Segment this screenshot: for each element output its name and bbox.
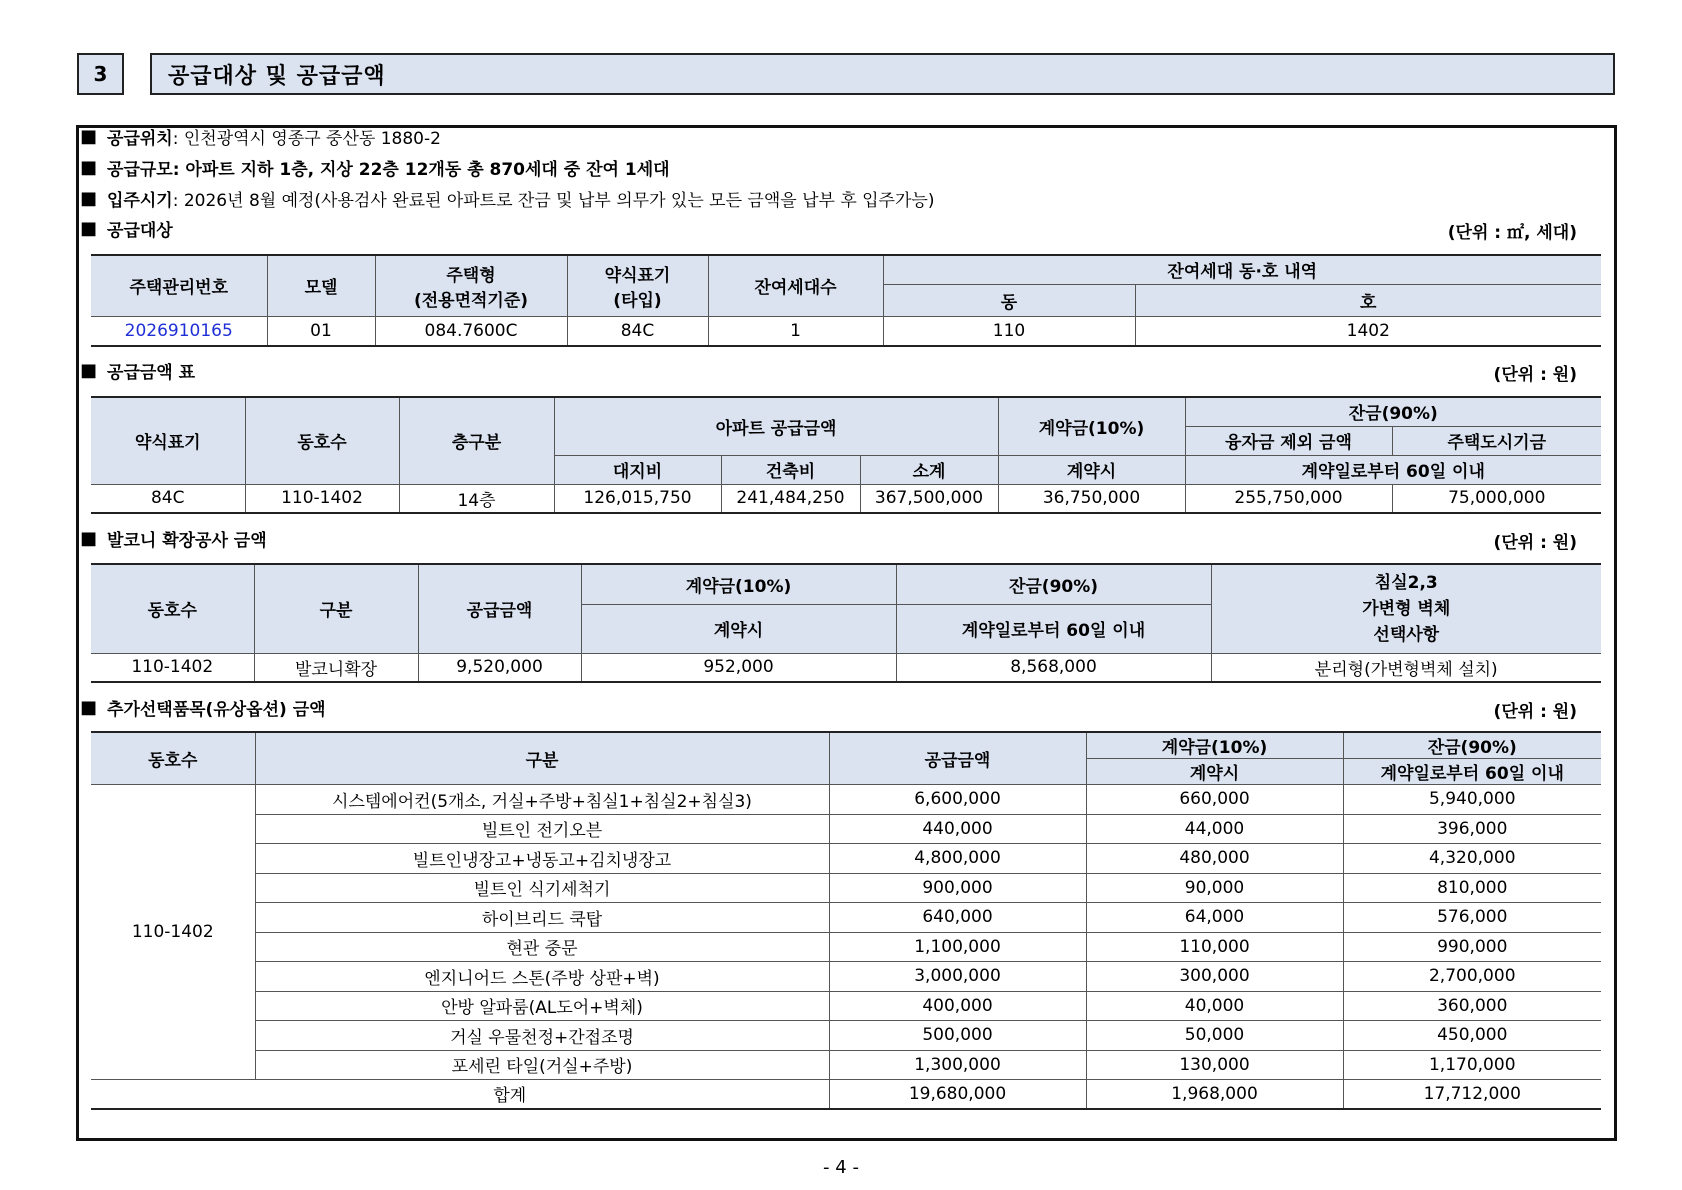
header-floor: 층구분 xyxy=(399,397,554,484)
header-subtotal: 소계 xyxy=(860,455,998,484)
cell-name: 빌트인 전기오븐 xyxy=(255,814,829,844)
header-unit-no: 동호수 xyxy=(91,732,255,785)
options-unit: (단위 : 원) xyxy=(1493,702,1577,722)
info-scale xyxy=(80,154,670,180)
header-balance-when: 계약일로부터 60일 이내 xyxy=(1185,455,1601,484)
cell-deposit: 64,000 xyxy=(1086,903,1343,933)
cell-name: 현관 중문 xyxy=(255,932,829,962)
info-location xyxy=(80,123,441,149)
cell-category: 발코니확장 xyxy=(254,653,418,682)
header-excl-loan: 융자금 제외 금액 xyxy=(1185,426,1392,455)
cell-balance: 396,000 xyxy=(1343,814,1601,844)
cell-price: 1,100,000 xyxy=(829,932,1086,962)
header-balance: 잔금(90%) xyxy=(1343,732,1601,759)
cell-subtotal: 367,500,000 xyxy=(860,484,998,513)
table-row xyxy=(91,484,1601,513)
price-heading: ■ 공급금액 표 xyxy=(80,359,196,383)
mgmt-no-link[interactable]: 2026910165 xyxy=(91,316,267,346)
cell-model: 01 xyxy=(267,316,375,346)
bullet-square-icon: ■ xyxy=(80,217,98,239)
supply-target-heading: ■ 공급대상 xyxy=(80,217,173,241)
table-row xyxy=(91,844,1601,874)
cell-name: 시스템에어컨(5개소, 거실+주방+침실1+침실2+침실3) xyxy=(255,785,829,815)
options-heading: ■ 추가선택품목(유상옵션) 금액 xyxy=(80,696,326,720)
header-apt-price: 아파트 공급금액 xyxy=(554,397,998,455)
header-land: 대지비 xyxy=(554,455,721,484)
cell-land: 126,015,750 xyxy=(554,484,721,513)
cell-building: 241,484,250 xyxy=(721,484,860,513)
cell-abbr: 84C xyxy=(91,484,245,513)
cell-balance: 8,568,000 xyxy=(896,653,1211,682)
table-row xyxy=(91,991,1601,1021)
header-type: 주택형 (전용면적기준) xyxy=(375,255,567,316)
cell-balance: 2,700,000 xyxy=(1343,962,1601,992)
header-deposit: 계약금(10%) xyxy=(998,397,1185,455)
cell-name: 하이브리드 쿡탑 xyxy=(255,903,829,933)
header-category: 구분 xyxy=(255,732,829,785)
bullet-square-icon: ■ xyxy=(80,125,98,147)
table-row xyxy=(91,1021,1601,1051)
cell-unit-no: 110-1402 xyxy=(91,785,255,1080)
cell-option: 분리형(가변형벽체 설치) xyxy=(1211,653,1601,682)
cell-balance: 5,940,000 xyxy=(1343,785,1601,815)
cell-price: 9,520,000 xyxy=(418,653,581,682)
info-label: 입주시기 xyxy=(107,190,173,211)
supply-target-unit: (단위 : ㎡, 세대) xyxy=(1447,223,1577,243)
cell-name: 거실 우물천정+간접조명 xyxy=(255,1021,829,1051)
cell-deposit: 480,000 xyxy=(1086,844,1343,874)
balcony-table xyxy=(91,563,1601,683)
info-label: 공급규모 xyxy=(107,159,173,180)
header-building: 건축비 xyxy=(721,455,860,484)
table-row xyxy=(91,1050,1601,1080)
page-number: - 4 - xyxy=(823,1157,859,1178)
table-row xyxy=(91,873,1601,903)
total-price: 19,680,000 xyxy=(829,1080,1086,1109)
cell-balance: 450,000 xyxy=(1343,1021,1601,1051)
cell-deposit: 40,000 xyxy=(1086,991,1343,1021)
header-price: 공급금액 xyxy=(418,564,581,653)
cell-deposit: 50,000 xyxy=(1086,1021,1343,1051)
cell-price: 400,000 xyxy=(829,991,1086,1021)
cell-price: 6,600,000 xyxy=(829,785,1086,815)
cell-deposit: 90,000 xyxy=(1086,873,1343,903)
header-option: 침실2,3 가변형 벽체 선택사항 xyxy=(1211,564,1601,653)
info-text: : 2026년 8월 예정(사용검사 완료된 아파트로 잔금 및 납부 의무가 있는 모든 금액을 납부 후 입주가능) xyxy=(172,190,935,211)
cell-remaining: 1 xyxy=(708,316,883,346)
header-deposit: 계약금(10%) xyxy=(1086,732,1343,759)
options-table xyxy=(91,731,1601,1110)
cell-price: 1,300,000 xyxy=(829,1050,1086,1080)
cell-deposit: 130,000 xyxy=(1086,1050,1343,1080)
price-table xyxy=(91,396,1601,514)
table-row xyxy=(91,903,1601,933)
price-unit: (단위 : 원) xyxy=(1493,365,1577,385)
cell-name: 안방 알파룸(AL도어+벽체) xyxy=(255,991,829,1021)
cell-type: 084.7600C xyxy=(375,316,567,346)
table-row xyxy=(91,814,1601,844)
cell-deposit: 952,000 xyxy=(581,653,896,682)
cell-balance: 576,000 xyxy=(1343,903,1601,933)
cell-abbr: 84C xyxy=(567,316,708,346)
bullet-square-icon: ■ xyxy=(80,156,98,178)
cell-price: 640,000 xyxy=(829,903,1086,933)
cell-deposit: 44,000 xyxy=(1086,814,1343,844)
info-text: : 인천광역시 영종구 중산동 1880-2 xyxy=(172,128,441,149)
cell-unit-no: 110-1402 xyxy=(245,484,399,513)
cell-name: 엔지니어드 스톤(주방 상판+벽) xyxy=(255,962,829,992)
cell-deposit: 110,000 xyxy=(1086,932,1343,962)
section-number: 3 xyxy=(77,53,124,95)
total-deposit: 1,968,000 xyxy=(1086,1080,1343,1109)
info-move-in xyxy=(80,185,934,211)
cell-name: 포세린 타일(거실+주방) xyxy=(255,1050,829,1080)
info-label: 공급위치 xyxy=(107,128,173,149)
table-row xyxy=(91,932,1601,962)
table-row xyxy=(91,653,1601,682)
total-label: 합계 xyxy=(91,1080,829,1109)
total-row xyxy=(91,1080,1601,1109)
table-row xyxy=(91,316,1601,346)
cell-name: 빌트인 식기세척기 xyxy=(255,873,829,903)
cell-balance: 1,170,000 xyxy=(1343,1050,1601,1080)
header-unit-no: 동호수 xyxy=(91,564,254,653)
header-category: 구분 xyxy=(254,564,418,653)
info-text: : 아파트 지하 1층, 지상 22층 12개동 총 870세대 중 잔여 1세대 xyxy=(172,159,670,180)
cell-price: 3,000,000 xyxy=(829,962,1086,992)
header-ho: 호 xyxy=(1135,284,1601,316)
header-mgmt-no: 주택관리번호 xyxy=(91,255,267,316)
bullet-square-icon: ■ xyxy=(80,359,98,381)
cell-balance: 360,000 xyxy=(1343,991,1601,1021)
table-row xyxy=(91,962,1601,992)
header-balance: 잔금(90%) xyxy=(896,564,1211,604)
header-balance-when: 계약일로부터 60일 이내 xyxy=(1343,759,1601,785)
cell-deposit: 300,000 xyxy=(1086,962,1343,992)
header-abbr: 약식표기 (타입) xyxy=(567,255,708,316)
cell-fund: 75,000,000 xyxy=(1392,484,1601,513)
cell-price: 900,000 xyxy=(829,873,1086,903)
cell-balance: 4,320,000 xyxy=(1343,844,1601,874)
header-dong: 동 xyxy=(883,284,1135,316)
cell-name: 빌트인냉장고+냉동고+김치냉장고 xyxy=(255,844,829,874)
header-remaining: 잔여세대수 xyxy=(708,255,883,316)
cell-floor: 14층 xyxy=(399,484,554,513)
bullet-square-icon: ■ xyxy=(80,527,98,549)
header-price: 공급금액 xyxy=(829,732,1086,785)
header-balance-when: 계약일로부터 60일 이내 xyxy=(896,604,1211,653)
header-abbr: 약식표기 xyxy=(91,397,245,484)
header-fund: 주택도시기금 xyxy=(1392,426,1601,455)
cell-unit-no: 110-1402 xyxy=(91,653,254,682)
header-unit-no: 동호수 xyxy=(245,397,399,484)
cell-deposit: 660,000 xyxy=(1086,785,1343,815)
table-row xyxy=(91,785,1601,815)
header-balance: 잔금(90%) xyxy=(1185,397,1601,426)
cell-price: 440,000 xyxy=(829,814,1086,844)
cell-balance: 990,000 xyxy=(1343,932,1601,962)
balcony-heading: ■ 발코니 확장공사 금액 xyxy=(80,527,267,551)
cell-ho: 1402 xyxy=(1135,316,1601,346)
header-deposit: 계약금(10%) xyxy=(581,564,896,604)
section-title: 공급대상 및 공급금액 xyxy=(150,53,1615,95)
cell-dong: 110 xyxy=(883,316,1135,346)
total-balance: 17,712,000 xyxy=(1343,1080,1601,1109)
bullet-square-icon: ■ xyxy=(80,696,98,718)
cell-price: 500,000 xyxy=(829,1021,1086,1051)
bullet-square-icon: ■ xyxy=(80,187,98,209)
header-model: 모델 xyxy=(267,255,375,316)
cell-balance: 810,000 xyxy=(1343,873,1601,903)
cell-excl-loan: 255,750,000 xyxy=(1185,484,1392,513)
cell-deposit: 36,750,000 xyxy=(998,484,1185,513)
supply-target-table xyxy=(91,254,1601,347)
header-detail: 잔여세대 동·호 내역 xyxy=(883,255,1601,284)
header-deposit-when: 계약시 xyxy=(998,455,1185,484)
header-deposit-when: 계약시 xyxy=(581,604,896,653)
balcony-unit: (단위 : 원) xyxy=(1493,533,1577,553)
cell-price: 4,800,000 xyxy=(829,844,1086,874)
header-deposit-when: 계약시 xyxy=(1086,759,1343,785)
